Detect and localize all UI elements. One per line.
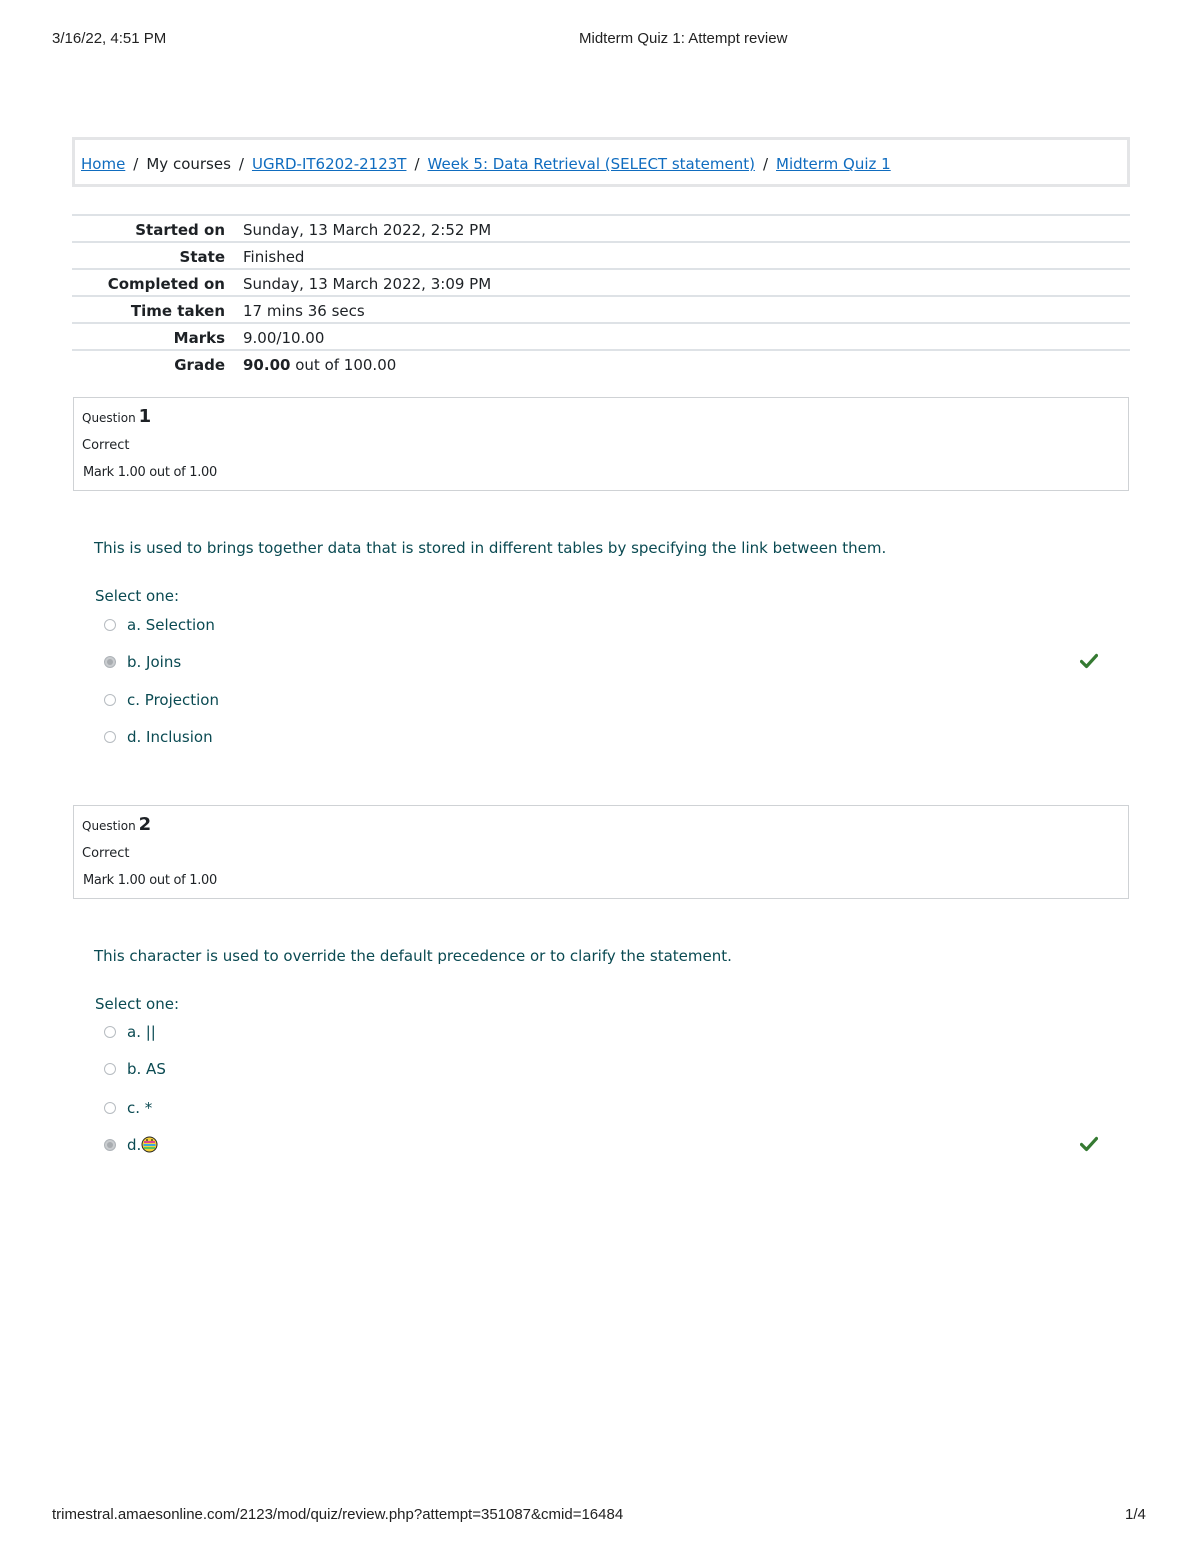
answer-option-label: d. Inclusion (127, 728, 213, 746)
answer-option-label: a. || (127, 1023, 156, 1041)
summary-label: State (179, 248, 225, 266)
radio-button[interactable] (104, 1102, 116, 1114)
breadcrumb-container (72, 137, 1130, 187)
question-grade: Mark 1.00 out of 1.00 (83, 465, 217, 480)
breadcrumb-separator: / (414, 155, 420, 173)
summary-label: Completed on (107, 275, 225, 293)
answer-option[interactable] (104, 691, 1104, 713)
summary-row-marks (72, 324, 1130, 351)
print-header (0, 30, 1200, 50)
answer-option[interactable] (104, 1099, 1104, 1121)
summary-label: Marks (173, 329, 225, 347)
question-word: Question (82, 411, 136, 425)
question-number: 1 (138, 406, 152, 427)
summary-label: Grade (174, 356, 225, 374)
breadcrumb-quiz-link[interactable]: Midterm Quiz 1 (776, 155, 891, 173)
breadcrumb-section-link[interactable]: Week 5: Data Retrieval (SELECT statement) (427, 155, 755, 173)
breadcrumb-separator: / (238, 155, 244, 173)
summary-row-started-on (72, 216, 1130, 243)
summary-value: Sunday, 13 March 2022, 2:52 PM (243, 221, 492, 239)
select-one-prompt: Select one: (95, 995, 180, 1013)
breadcrumb (81, 155, 891, 173)
print-page-number: 1/4 (1125, 1506, 1146, 1523)
grade-value: 90.00 (243, 356, 291, 374)
radio-button[interactable] (104, 619, 116, 631)
summary-value: 9.00/10.00 (243, 329, 325, 347)
answer-option[interactable] (104, 616, 1104, 638)
summary-label: Time taken (130, 302, 225, 320)
question-text: This character is used to override the default precedence or to clarify the statement. (94, 947, 732, 965)
question-number: 2 (138, 814, 152, 835)
question-text: This is used to brings together data that is stored in different tables by specifying the link between them. (94, 539, 887, 557)
breadcrumb-my-courses: My courses (146, 155, 231, 173)
answer-option-label-wrap (127, 1136, 158, 1154)
print-url: trimestral.amaesonline.com/2123/mod/quiz/review.php?attempt=351087&cmid=16484 (52, 1506, 624, 1523)
select-one-prompt: Select one: (95, 587, 180, 605)
breadcrumb-separator: / (133, 155, 139, 173)
summary-label: Started on (135, 221, 225, 239)
question-state: Correct (82, 438, 130, 453)
summary-value: Sunday, 13 March 2022, 3:09 PM (243, 275, 492, 293)
radio-button[interactable] (104, 694, 116, 706)
summary-value (243, 356, 396, 374)
print-page-title: Midterm Quiz 1: Attempt review (579, 30, 788, 47)
summary-row-time-taken (72, 297, 1130, 324)
breadcrumb-separator: / (762, 155, 769, 173)
summary-row-completed-on (72, 270, 1130, 297)
answer-option-label: c. Projection (127, 691, 219, 709)
radio-button[interactable] (104, 731, 116, 743)
question-info-box (73, 397, 1129, 491)
radio-button-selected[interactable] (104, 1139, 116, 1151)
summary-value: 17 mins 36 secs (243, 302, 365, 320)
correct-check-icon (1080, 653, 1098, 669)
summary-row-grade (72, 351, 1130, 376)
answer-option-label: d. (127, 1136, 142, 1154)
breadcrumb-course-link[interactable]: UGRD-IT6202-2123T (251, 155, 407, 173)
radio-button[interactable] (104, 1026, 116, 1038)
emoji-icon (141, 1136, 158, 1153)
answer-option[interactable] (104, 653, 1104, 675)
attempt-summary-table (72, 214, 1130, 376)
radio-button-selected[interactable] (104, 656, 116, 668)
breadcrumb-home-link[interactable]: Home (81, 155, 126, 173)
question-state: Correct (82, 846, 130, 861)
radio-button[interactable] (104, 1063, 116, 1075)
answer-option[interactable] (104, 1136, 1104, 1158)
question-word: Question (82, 819, 136, 833)
answer-option-label: b. Joins (127, 653, 182, 671)
question-info-box (73, 805, 1129, 899)
answer-option[interactable] (104, 1023, 1104, 1045)
question-grade: Mark 1.00 out of 1.00 (83, 873, 217, 888)
summary-row-state (72, 243, 1130, 270)
question-number-line (82, 406, 151, 427)
print-datetime: 3/16/22, 4:51 PM (52, 30, 167, 47)
answer-option[interactable] (104, 728, 1104, 750)
question-number-line (82, 814, 151, 835)
answer-option[interactable] (104, 1060, 1104, 1082)
answer-option-label: c. * (127, 1099, 153, 1117)
answer-option-label: a. Selection (127, 616, 215, 634)
summary-value: Finished (243, 248, 305, 266)
answer-option-label: b. AS (127, 1060, 166, 1078)
correct-check-icon (1080, 1136, 1098, 1152)
grade-out-of: out of 100.00 (295, 356, 397, 374)
